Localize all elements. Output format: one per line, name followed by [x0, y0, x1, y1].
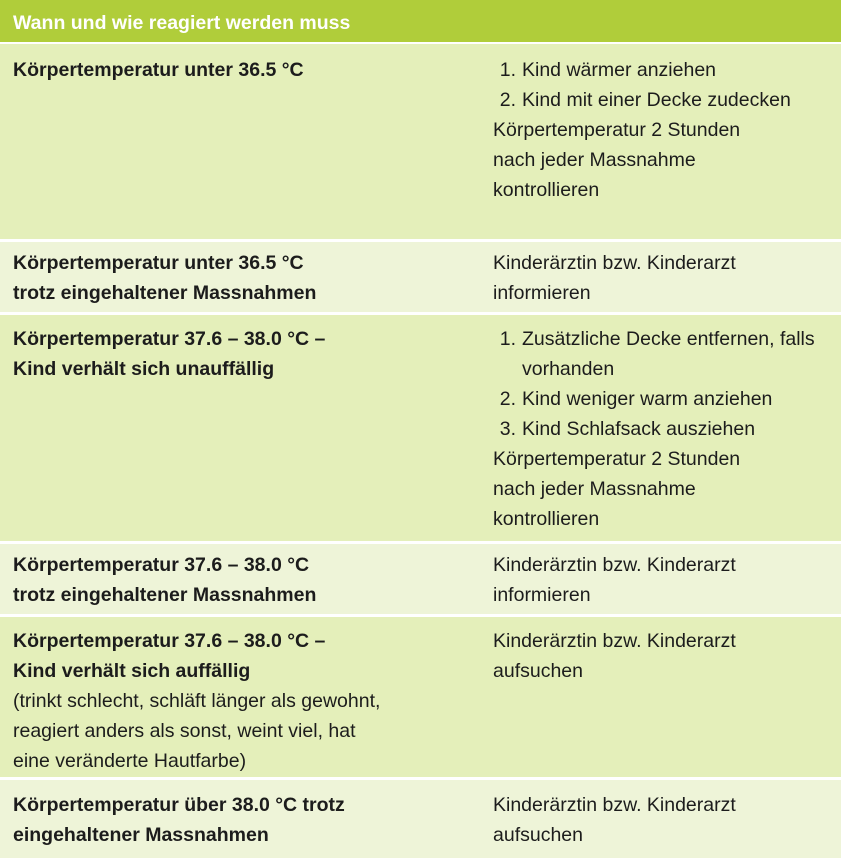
- action-line: Kinderärztin bzw. Kinderarzt: [493, 794, 736, 816]
- condition-line: eingehaltener Massnahmen: [13, 824, 269, 846]
- step-text: Zusätzliche Decke entfernen, falls vorhanden: [522, 328, 815, 380]
- step-number: 3.: [499, 418, 516, 440]
- action-cell: [493, 248, 841, 312]
- action-line: kontrollieren: [493, 179, 600, 201]
- steps-list: [493, 55, 833, 115]
- action-line: aufsuchen: [493, 660, 583, 682]
- step-text: Kind weniger warm anziehen: [522, 388, 773, 410]
- action-line: Körpertemperatur 2 Stunden: [493, 448, 741, 470]
- condition-cell: [0, 248, 493, 312]
- step-text: Kind mit einer Decke zudecken: [522, 89, 791, 111]
- condition-cell: [0, 626, 493, 777]
- action-cell: [493, 324, 841, 541]
- condition-cell: [0, 550, 493, 614]
- condition-line: Körpertemperatur unter 36.5 °C: [13, 59, 304, 81]
- condition-cell: [0, 790, 493, 858]
- action-line: informieren: [493, 282, 591, 304]
- action-cell: [493, 790, 841, 858]
- step-number: 1.: [499, 328, 516, 350]
- table-row: [0, 544, 841, 617]
- step-number: 1.: [499, 59, 516, 81]
- action-cell: [493, 550, 841, 614]
- condition-line: trotz eingehaltener Massnahmen: [13, 584, 317, 606]
- table-row: [0, 242, 841, 315]
- step-number: 2.: [499, 388, 516, 410]
- condition-cell: [0, 324, 493, 541]
- table-row: [0, 44, 841, 242]
- condition-line: Kind verhält sich auffällig: [13, 660, 251, 682]
- action-line: Kinderärztin bzw. Kinderarzt: [493, 630, 736, 652]
- action-line: kontrollieren: [493, 508, 600, 530]
- condition-line: Körpertemperatur 37.6 – 38.0 °C: [13, 554, 310, 576]
- action-line: aufsuchen: [493, 824, 583, 846]
- note-line: reagiert anders als sonst, weint viel, hat: [13, 720, 356, 742]
- action-line: nach jeder Massnahme: [493, 478, 696, 500]
- step-text: Kind wärmer anziehen: [522, 59, 717, 81]
- note-line: eine veränderte Hautfarbe): [13, 750, 247, 772]
- table-header: Wann und wie reagiert werden muss: [0, 0, 841, 44]
- list-item: [493, 85, 833, 115]
- action-line: Kinderärztin bzw. Kinderarzt: [493, 554, 736, 576]
- step-text: Kind Schlafsack ausziehen: [522, 418, 756, 440]
- condition-line: Körpertemperatur 37.6 – 38.0 °C –: [13, 630, 326, 652]
- step-number: 2.: [499, 89, 516, 111]
- list-item: [493, 414, 833, 444]
- list-item: [493, 324, 833, 384]
- condition-line: Körpertemperatur über 38.0 °C trotz: [13, 794, 345, 816]
- condition-line: Kind verhält sich unauffällig: [13, 358, 275, 380]
- action-line: Körpertemperatur 2 Stunden: [493, 119, 741, 141]
- list-item: [493, 384, 833, 414]
- steps-list: [493, 324, 833, 444]
- action-cell: [493, 55, 841, 239]
- list-item: [493, 55, 833, 85]
- note-line: (trinkt schlecht, schläft länger als gewohnt,: [13, 690, 381, 712]
- action-line: informieren: [493, 584, 591, 606]
- action-line: nach jeder Massnahme: [493, 149, 696, 171]
- action-line: Kinderärztin bzw. Kinderarzt: [493, 252, 736, 274]
- condition-line: Körpertemperatur 37.6 – 38.0 °C –: [13, 328, 326, 350]
- table-row: [0, 617, 841, 780]
- table-row: [0, 780, 841, 858]
- table-row: [0, 315, 841, 544]
- condition-line: trotz eingehaltener Massnahmen: [13, 282, 317, 304]
- action-cell: [493, 626, 841, 777]
- condition-cell: [0, 55, 493, 239]
- condition-line: Körpertemperatur unter 36.5 °C: [13, 252, 304, 274]
